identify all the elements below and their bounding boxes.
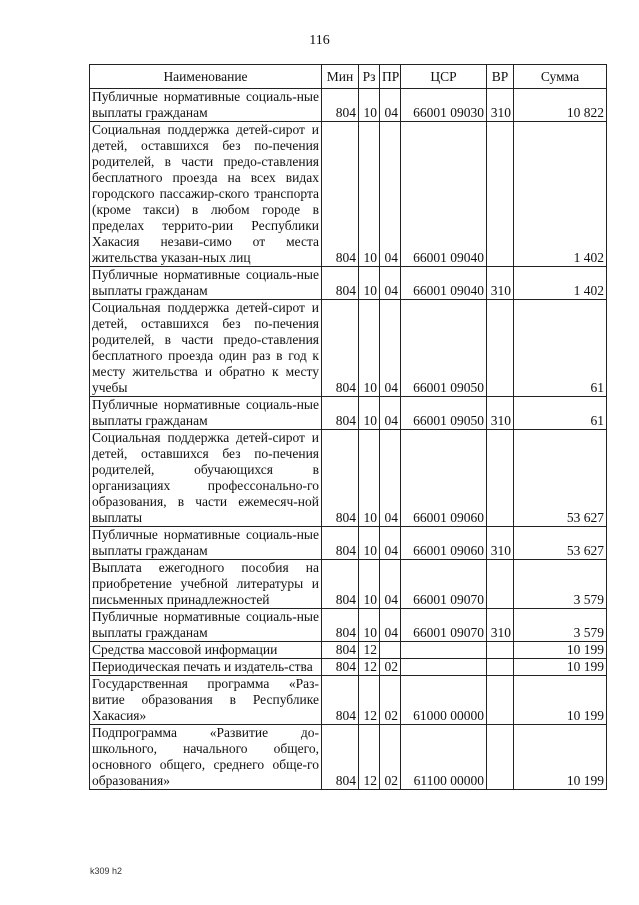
cell-vr: 310 xyxy=(487,527,514,560)
cell-sum: 10 199 xyxy=(514,642,607,659)
table-row xyxy=(90,300,607,397)
cell-rz: 10 xyxy=(359,430,380,527)
header-vr: ВР xyxy=(487,65,514,89)
cell-rz: 10 xyxy=(359,397,380,430)
cell-vr: 310 xyxy=(487,89,514,122)
cell-vr xyxy=(487,122,514,267)
cell-csr: 66001 09060 xyxy=(401,527,487,560)
table-row xyxy=(90,725,607,790)
cell-sum: 61 xyxy=(514,397,607,430)
cell-min: 804 xyxy=(322,397,359,430)
header-sum: Сумма xyxy=(514,65,607,89)
cell-csr: 66001 09050 xyxy=(401,300,487,397)
cell-csr xyxy=(401,642,487,659)
cell-sum: 1 402 xyxy=(514,267,607,300)
cell-min: 804 xyxy=(322,725,359,790)
cell-sum: 10 822 xyxy=(514,89,607,122)
cell-rz: 10 xyxy=(359,609,380,642)
cell-vr xyxy=(487,725,514,790)
table-row xyxy=(90,397,607,430)
cell-name: Государственная программа «Раз-витие образования в Республике Хакасия» xyxy=(90,676,322,725)
cell-pr: 04 xyxy=(380,300,401,397)
cell-vr xyxy=(487,676,514,725)
cell-rz: 10 xyxy=(359,527,380,560)
cell-rz: 10 xyxy=(359,122,380,267)
cell-min: 804 xyxy=(322,659,359,676)
cell-vr: 310 xyxy=(487,267,514,300)
cell-rz: 12 xyxy=(359,642,380,659)
cell-vr: 310 xyxy=(487,609,514,642)
table-row xyxy=(90,267,607,300)
cell-pr: 04 xyxy=(380,430,401,527)
cell-name: Периодическая печать и издатель-ства xyxy=(90,659,322,676)
cell-pr: 04 xyxy=(380,122,401,267)
cell-pr: 04 xyxy=(380,397,401,430)
cell-vr xyxy=(487,560,514,609)
cell-name: Публичные нормативные социаль-ные выплаты гражданам xyxy=(90,397,322,430)
cell-csr: 66001 09040 xyxy=(401,267,487,300)
cell-name: Выплата ежегодного пособия на приобретение учебной литературы и письменных принадлежностей xyxy=(90,560,322,609)
table-row xyxy=(90,89,607,122)
cell-pr: 02 xyxy=(380,725,401,790)
cell-min: 804 xyxy=(322,609,359,642)
cell-vr xyxy=(487,300,514,397)
cell-vr: 310 xyxy=(487,397,514,430)
page-number: 116 xyxy=(309,33,330,48)
cell-name: Социальная поддержка детей-сирот и детей, оставшихся без по-печения родителей, обучающихся в организациях профессонально-го образования, в части ежемесяч-ной выплаты xyxy=(90,430,322,527)
cell-name: Публичные нормативные социаль-ные выплаты гражданам xyxy=(90,609,322,642)
cell-min: 804 xyxy=(322,676,359,725)
cell-min: 804 xyxy=(322,89,359,122)
cell-csr: 66001 09060 xyxy=(401,430,487,527)
cell-rz: 10 xyxy=(359,560,380,609)
table-row xyxy=(90,659,607,676)
header-rz: Рз xyxy=(359,65,380,89)
cell-csr: 66001 09030 xyxy=(401,89,487,122)
cell-sum: 10 199 xyxy=(514,659,607,676)
table-body xyxy=(90,89,607,790)
footer-code: k309 h2 xyxy=(90,866,123,876)
cell-min: 804 xyxy=(322,267,359,300)
cell-name: Публичные нормативные социаль-ные выплаты гражданам xyxy=(90,527,322,560)
cell-min: 804 xyxy=(322,122,359,267)
cell-sum: 61 xyxy=(514,300,607,397)
table-row xyxy=(90,642,607,659)
cell-pr: 04 xyxy=(380,89,401,122)
cell-sum: 3 579 xyxy=(514,609,607,642)
cell-min: 804 xyxy=(322,560,359,609)
cell-pr: 04 xyxy=(380,560,401,609)
cell-name: Средства массовой информации xyxy=(90,642,322,659)
cell-pr: 04 xyxy=(380,527,401,560)
cell-sum: 1 402 xyxy=(514,122,607,267)
table-header-row xyxy=(90,65,607,89)
header-name: Наименование xyxy=(90,65,322,89)
cell-csr xyxy=(401,659,487,676)
cell-pr xyxy=(380,642,401,659)
table-row xyxy=(90,122,607,267)
header-pr: ПР xyxy=(380,65,401,89)
cell-min: 804 xyxy=(322,642,359,659)
budget-table xyxy=(89,64,607,790)
cell-pr: 04 xyxy=(380,267,401,300)
cell-rz: 10 xyxy=(359,300,380,397)
header-min: Мин xyxy=(322,65,359,89)
cell-sum: 10 199 xyxy=(514,676,607,725)
table-row xyxy=(90,560,607,609)
cell-min: 804 xyxy=(322,430,359,527)
cell-rz: 12 xyxy=(359,725,380,790)
cell-min: 804 xyxy=(322,300,359,397)
cell-csr: 66001 09040 xyxy=(401,122,487,267)
cell-sum: 10 199 xyxy=(514,725,607,790)
cell-csr: 66001 09050 xyxy=(401,397,487,430)
cell-rz: 10 xyxy=(359,267,380,300)
cell-pr: 02 xyxy=(380,676,401,725)
header-csr: ЦСР xyxy=(401,65,487,89)
cell-csr: 61000 00000 xyxy=(401,676,487,725)
cell-pr: 04 xyxy=(380,609,401,642)
cell-sum: 3 579 xyxy=(514,560,607,609)
cell-name: Социальная поддержка детей-сирот и детей, оставшихся без по-печения родителей, в части предо-ставления бесплатного проезда один раз в год к месту жительства и обратно к месту учебы xyxy=(90,300,322,397)
cell-rz: 12 xyxy=(359,659,380,676)
cell-sum: 53 627 xyxy=(514,527,607,560)
table-row xyxy=(90,676,607,725)
table-row xyxy=(90,527,607,560)
cell-name: Публичные нормативные социаль-ные выплаты гражданам xyxy=(90,89,322,122)
cell-name: Подпрограмма «Развитие до-школьного, начального общего, основного общего, среднего обще-го образования» xyxy=(90,725,322,790)
cell-vr xyxy=(487,430,514,527)
cell-sum: 53 627 xyxy=(514,430,607,527)
cell-min: 804 xyxy=(322,527,359,560)
cell-csr: 61100 00000 xyxy=(401,725,487,790)
table-row xyxy=(90,430,607,527)
cell-pr: 02 xyxy=(380,659,401,676)
cell-rz: 10 xyxy=(359,89,380,122)
cell-name: Социальная поддержка детей-сирот и детей, оставшихся без по-печения родителей, в части предо-ставления бесплатного проезда на всех видах городского пассажир-ского транспорта (кроме такси) в любом городе в пределах террито-рии Республики Хакасия незави-симо от места жительства указан-ных лиц xyxy=(90,122,322,267)
cell-csr: 66001 09070 xyxy=(401,560,487,609)
cell-csr: 66001 09070 xyxy=(401,609,487,642)
cell-vr xyxy=(487,642,514,659)
cell-vr xyxy=(487,659,514,676)
table-row xyxy=(90,609,607,642)
cell-rz: 12 xyxy=(359,676,380,725)
cell-name: Публичные нормативные социаль-ные выплаты гражданам xyxy=(90,267,322,300)
